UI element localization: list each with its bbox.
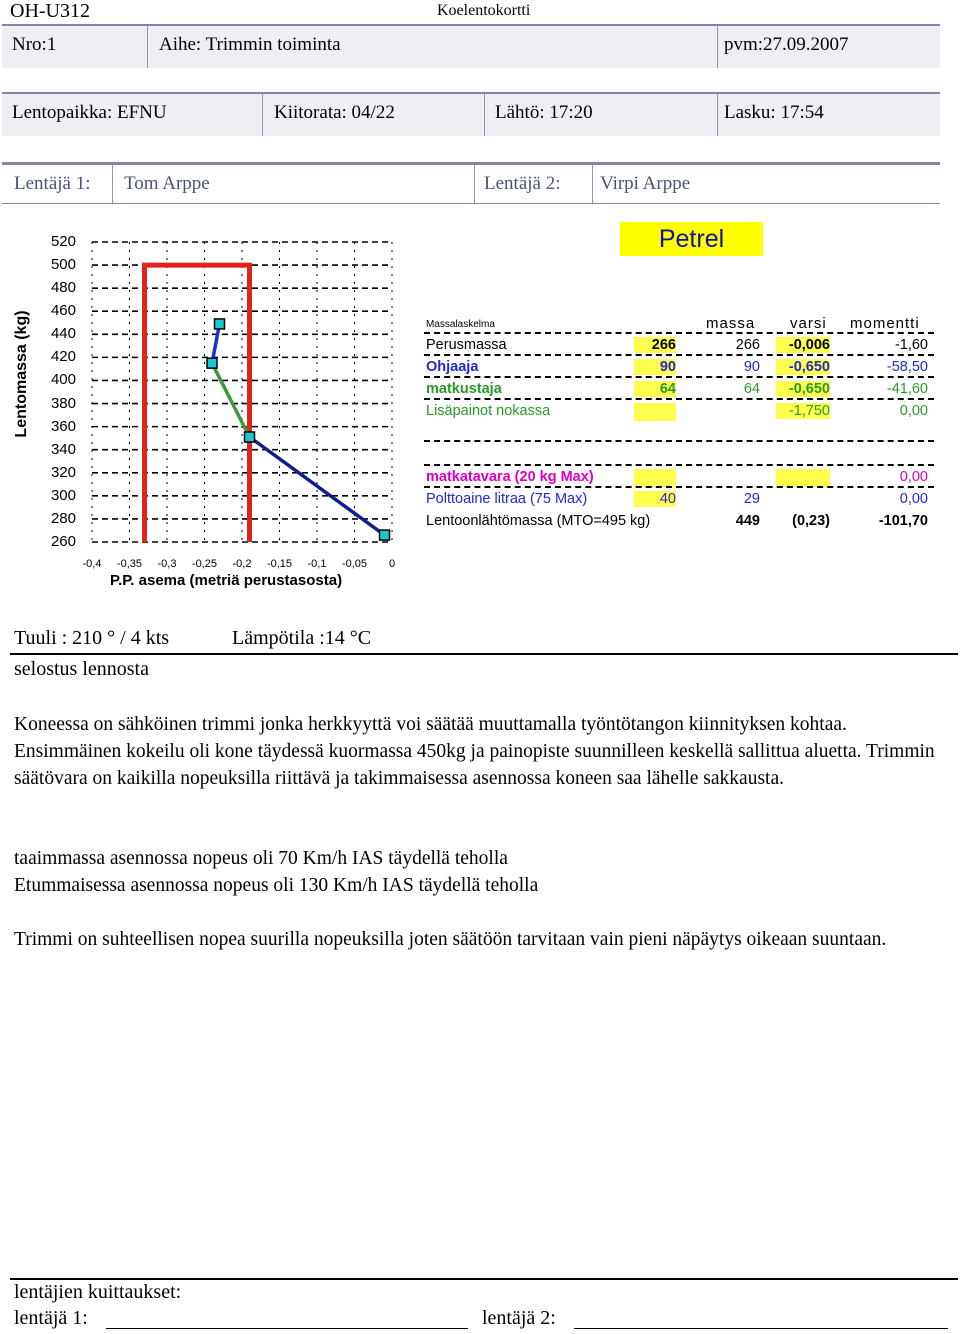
header-row-2 <box>2 92 940 136</box>
row-massa: 64 <box>743 381 760 397</box>
row-varsi[interactable]: -1,750 <box>776 403 830 419</box>
lentaja1-label: Lentäjä 1: <box>14 173 91 194</box>
pvm: pvm:27.09.2007 <box>724 34 849 55</box>
row-massa: 90 <box>743 359 760 375</box>
report-paragraph-1: Koneessa on sähköinen trimmi jonka herkkyyttä voi säätää muuttamalla työntötangon kiinnityksen kohtaa. Ensimmäinen kokeilu oli kone täydessä kuormassa 450kg ja painopiste suunnilleen keskellä sallittua aluetta. Trimmin säätövara on kaikilla nopeuksilla riittävä ja takimmaisessa asennossa koneen saa lähelle sakkausta. <box>14 714 935 789</box>
row-label: matkustaja <box>426 381 502 397</box>
signatures-label: lentäjien kuittaukset: <box>14 1281 182 1303</box>
x-tick-label: -0,05 <box>341 558 368 570</box>
row-momentti: -58,50 <box>886 359 928 375</box>
table-row-matkatavara <box>424 466 934 488</box>
row-varsi[interactable]: -0,650 <box>776 359 830 375</box>
row-momentti: 0,00 <box>899 491 928 507</box>
table-row <box>424 356 934 378</box>
row-momentti: -101,70 <box>878 513 928 529</box>
y-tick-label: 460 <box>50 302 76 320</box>
y-tick-label: 320 <box>50 463 76 481</box>
row-varsi: (0,23) <box>792 513 830 529</box>
col-massa: massa <box>706 315 756 332</box>
table-row <box>424 400 934 422</box>
row-input[interactable]: 266 <box>634 337 676 353</box>
row-input[interactable]: 40 <box>634 491 676 507</box>
row-input[interactable] <box>634 403 676 421</box>
lentaja2-name: Virpi Arppe <box>600 173 691 194</box>
y-tick-label: 300 <box>50 486 76 504</box>
y-tick-label: 340 <box>50 440 76 458</box>
signature-pilot1-line[interactable] <box>106 1328 468 1329</box>
row-varsi[interactable]: -0,650 <box>776 381 830 397</box>
y-tick-label: 400 <box>50 371 76 389</box>
header-row-1 <box>2 24 940 68</box>
signature-pilot1-label: lentäjä 1: <box>14 1307 88 1329</box>
row-label: Lisäpainot nokassa <box>426 403 551 419</box>
report-paragraph-3: Trimmi on suhteellisen nopea suurilla nopeuksilla joten säätöön tarvitaan vain pieni näpäytys oikeaan suuntaan. <box>14 929 887 950</box>
row-momentti: 0,00 <box>899 469 928 485</box>
doc-type: Koelentokortti <box>437 2 531 19</box>
temperature: Lämpötila :14 °C <box>232 627 372 649</box>
x-tick-label: -0,25 <box>191 558 218 570</box>
header-row-3 <box>2 162 940 204</box>
row-label: matkatavara (20 kg Max) <box>426 469 594 485</box>
y-tick-label: 360 <box>50 417 76 435</box>
report-label: selostus lennosta <box>14 658 149 680</box>
x-tick-label: -0,15 <box>266 558 293 570</box>
signature-pilot2-line[interactable] <box>574 1328 948 1329</box>
chart-xlabel: P.P. asema (metriä perustasosta) <box>110 572 343 589</box>
table-row-polttoaine <box>424 488 934 510</box>
lentaja1-name: Tom Arppe <box>124 173 210 194</box>
aircraft-badge: Petrel <box>620 222 763 256</box>
y-tick-label: 500 <box>50 256 76 274</box>
row-input[interactable]: 64 <box>634 381 676 397</box>
doc-id: OH-U312 <box>10 0 90 22</box>
row-label: Polttoaine litraa (75 Max) <box>426 491 588 507</box>
lentopaikka: Lentopaikka: EFNU <box>12 102 167 123</box>
cg-point <box>207 358 217 368</box>
row-massa: 449 <box>735 513 760 529</box>
x-tick-label: -0,1 <box>307 558 327 570</box>
row-momentti: -1,60 <box>894 337 928 353</box>
row-label: Ohjaaja <box>426 359 479 375</box>
col-varsi: varsi <box>790 315 827 332</box>
wind: Tuuli : 210 ° / 4 kts <box>14 627 170 649</box>
signature-pilot2-label: lentäjä 2: <box>482 1307 556 1329</box>
row-input[interactable]: 90 <box>634 359 676 375</box>
x-tick-label: -0,35 <box>116 558 143 570</box>
row-massa: 266 <box>735 337 760 353</box>
report-line-1: taaimmassa asennossa nopeus oli 70 Km/h IAS täydellä teholla <box>14 848 508 869</box>
mass-table <box>424 312 934 532</box>
table-row <box>424 334 934 356</box>
x-tick-label: -0,4 <box>82 558 102 570</box>
row-momentti: -41,60 <box>886 381 928 397</box>
x-tick-label: 0 <box>388 558 396 570</box>
row-varsi[interactable]: -0,006 <box>776 337 830 353</box>
col-momentti: momentti <box>850 315 920 332</box>
row-momentti: 0,00 <box>899 403 928 419</box>
row-input[interactable] <box>634 469 676 487</box>
row-label: Perusmassa <box>426 337 507 353</box>
lasku: Lasku: 17:54 <box>724 102 824 123</box>
y-tick-label: 380 <box>50 394 76 412</box>
y-tick-label: 420 <box>50 348 76 366</box>
chart-ylabel: Lentomassa (kg) <box>13 310 30 438</box>
cg-point <box>245 432 255 442</box>
row-varsi[interactable] <box>776 469 830 487</box>
y-tick-label: 440 <box>50 325 76 343</box>
kiitorata: Kiitorata: 04/22 <box>274 102 395 123</box>
report-line-2: Etummaisessa asennossa nopeus oli 130 Km/h IAS täydellä teholla <box>14 875 539 896</box>
cg-chart <box>0 220 410 600</box>
y-tick-label: 280 <box>50 509 76 527</box>
cg-point <box>380 530 390 540</box>
row-label: Lentoonlähtömassa (MTO=495 kg) <box>426 513 651 529</box>
x-tick-label: -0,2 <box>232 558 252 570</box>
y-tick-label: 480 <box>50 279 76 297</box>
lentaja2-label: Lentäjä 2: <box>484 173 561 194</box>
table-row <box>424 378 934 400</box>
row-massa: 29 <box>743 491 760 507</box>
lahto: Lähtö: 17:20 <box>495 102 593 123</box>
x-tick-label: -0,3 <box>157 558 177 570</box>
y-tick-label: 520 <box>50 233 76 250</box>
table-row-mto <box>424 510 934 532</box>
aihe: Aihe: Trimmin toiminta <box>159 34 341 55</box>
nro: Nro:1 <box>12 34 57 55</box>
chart-plot <box>0 220 410 560</box>
table-title: Massalaskelma <box>426 319 495 330</box>
cg-point <box>215 319 225 329</box>
y-tick-label: 260 <box>50 533 76 550</box>
